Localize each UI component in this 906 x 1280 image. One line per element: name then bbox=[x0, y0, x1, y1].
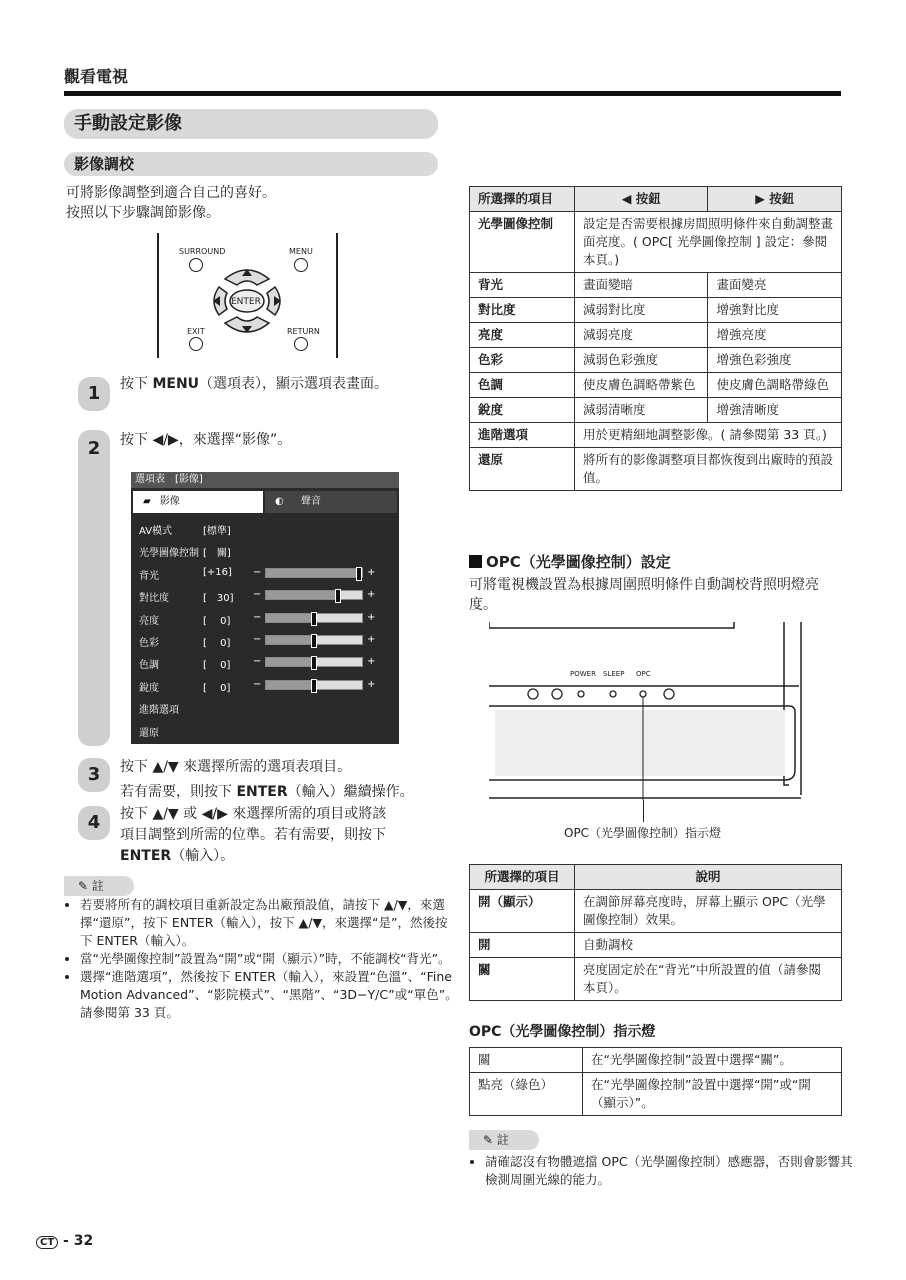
plus-icon: + bbox=[367, 678, 376, 690]
menu-item[interactable]: 背光 bbox=[139, 570, 159, 582]
menu-item-value: [ 關] bbox=[203, 548, 231, 560]
adjustment-table bbox=[469, 186, 842, 491]
table-header: 所選擇的項目 bbox=[470, 865, 575, 890]
slider-fill bbox=[266, 658, 314, 666]
opc-table bbox=[469, 864, 842, 1001]
table-row bbox=[470, 933, 842, 958]
intro-text bbox=[66, 183, 276, 223]
note-item: • 選擇“進階選項”，然後按下 ENTER（輸入），來設置“色溫”、“Fine Motion Advanced”、“影院模式”、“黑階”、“3D−Y/C”或“單色”。請參閱第 33 頁。 bbox=[80, 968, 458, 1022]
table-cell: 在調節屏幕亮度時，屏幕上顯示 OPC（光學圖像控制）效果。 bbox=[575, 890, 842, 933]
menu-screen bbox=[131, 472, 399, 744]
table-row bbox=[470, 1073, 842, 1116]
pencil-icon: ✎ bbox=[78, 879, 89, 893]
step-line bbox=[120, 782, 414, 803]
table-cell: 減弱對比度 bbox=[575, 298, 708, 323]
step-line bbox=[120, 846, 440, 867]
level-slider[interactable] bbox=[265, 657, 363, 667]
exit-label: EXIT bbox=[187, 327, 205, 336]
menu-item[interactable]: 色彩 bbox=[139, 638, 159, 649]
table-cell: 在“光學圖像控制”設置中選擇“關”。 bbox=[583, 1048, 842, 1073]
page-footer bbox=[36, 1233, 93, 1249]
table-row bbox=[470, 423, 842, 448]
table-header: 所選擇的項目 bbox=[470, 187, 575, 212]
remote-illustration bbox=[157, 233, 338, 358]
slider-knob[interactable] bbox=[311, 612, 317, 626]
minus-icon: − bbox=[253, 566, 262, 578]
plus-icon: + bbox=[367, 634, 376, 645]
sleep-label: SLEEP bbox=[603, 670, 625, 678]
table-header: ▶ 按鈕 bbox=[708, 187, 842, 212]
table-cell-item: 光學圖像控制 bbox=[470, 212, 575, 273]
plus-icon: + bbox=[367, 656, 376, 668]
table-cell: 畫面變亮 bbox=[708, 273, 842, 298]
step-key: ENTER bbox=[236, 784, 288, 800]
table-cell-item: 關 bbox=[470, 958, 575, 1001]
table-row bbox=[470, 298, 842, 323]
level-slider[interactable] bbox=[265, 613, 363, 623]
step-marker bbox=[78, 806, 110, 840]
table-header: ◀ 按鈕 bbox=[575, 187, 708, 212]
slider-knob[interactable] bbox=[335, 589, 341, 603]
note-item: • 當“光學圖像控制”設置為“開”或“開（顯示）”時，不能調校“背光”。 bbox=[80, 950, 458, 968]
step-number: 4 bbox=[87, 812, 101, 833]
menu-item[interactable]: 銳度 bbox=[139, 682, 159, 694]
step-key: ENTER bbox=[120, 848, 172, 864]
level-slider[interactable] bbox=[265, 568, 363, 578]
opc-description: 可將電視機設置為根據周圍照明條件自動調校背照明燈亮度。 bbox=[469, 577, 819, 613]
slider-knob[interactable] bbox=[311, 679, 317, 693]
language-badge: CT bbox=[36, 1236, 58, 1249]
slider-knob[interactable] bbox=[311, 656, 317, 670]
step-line: 項目調整到所需的位準。若有需要，則按下 bbox=[120, 827, 386, 843]
note-tag bbox=[64, 876, 134, 896]
step-text-part: （輸入）。 bbox=[171, 848, 235, 864]
minus-icon: − bbox=[253, 678, 262, 690]
table-cell-item: 銳度 bbox=[470, 398, 575, 423]
top-rule bbox=[64, 91, 841, 96]
section-heading: 觀看電視 bbox=[64, 67, 129, 86]
menu-item[interactable]: 進階選項 bbox=[139, 705, 179, 717]
minus-icon: − bbox=[253, 634, 262, 645]
table-cell-item: 進階選項 bbox=[470, 423, 575, 448]
indicator-table bbox=[469, 1047, 842, 1116]
pencil-icon: ✎ bbox=[483, 1133, 494, 1147]
table-cell-item: 開 bbox=[470, 933, 575, 958]
page-number: 32 bbox=[73, 1233, 94, 1249]
picture-icon: ▰ bbox=[143, 496, 151, 507]
menu-item[interactable]: 色調 bbox=[139, 660, 159, 672]
plus-icon: + bbox=[367, 566, 376, 578]
step-text-part: （輸入）繼續操作。 bbox=[287, 784, 414, 800]
note-label: 註 bbox=[496, 1133, 509, 1147]
step-marker bbox=[78, 758, 110, 792]
table-header: 說明 bbox=[575, 865, 842, 890]
table-row bbox=[470, 890, 842, 933]
menu-item-value: [ 0] bbox=[203, 638, 231, 649]
level-slider[interactable] bbox=[265, 635, 363, 645]
tv-panel-illustration bbox=[489, 620, 809, 800]
menu-label: MENU bbox=[289, 247, 313, 256]
table-cell: 減弱清晰度 bbox=[575, 398, 708, 423]
table-cell-item: 關 bbox=[470, 1048, 583, 1073]
table-row bbox=[470, 448, 842, 491]
return-button-icon bbox=[294, 337, 308, 351]
exit-button-icon bbox=[189, 337, 203, 351]
step-text-part: 若有需要，則按下 bbox=[120, 784, 237, 800]
table-cell: 增強清晰度 bbox=[708, 398, 842, 423]
notes-left bbox=[64, 896, 458, 1022]
table-cell-item: 對比度 bbox=[470, 298, 575, 323]
tab-sound[interactable] bbox=[265, 491, 397, 513]
table-cell-item: 開（顯示） bbox=[470, 890, 575, 933]
plus-icon: + bbox=[367, 611, 376, 623]
enter-label: ENTER bbox=[231, 297, 261, 307]
plus-icon: + bbox=[367, 589, 376, 601]
table-cell: 用於更精細地調整影像。( 請參閱第 33 頁。) bbox=[575, 423, 842, 448]
menu-item[interactable]: 光學圖像控制 bbox=[139, 548, 199, 560]
step-marker bbox=[78, 430, 110, 746]
opc-heading-text: OPC（光學圖像控制）設定 bbox=[486, 553, 671, 571]
table-row bbox=[470, 212, 842, 273]
level-slider[interactable] bbox=[265, 680, 363, 690]
table-cell-item: 色彩 bbox=[470, 348, 575, 373]
table-cell-item: 還原 bbox=[470, 448, 575, 491]
menu-item[interactable]: 亮度 bbox=[139, 615, 159, 627]
table-cell: 減弱色彩強度 bbox=[575, 348, 708, 373]
table-header-row bbox=[470, 187, 842, 212]
opc-heading bbox=[469, 551, 671, 572]
note-item: • 若要將所有的調校項目重新設定為出廠預設值，請按下 ▲/▼，來選擇“還原”，按下 ENTER（輸入），按下 ▲/▼，來選擇“是”，然後按下 ENTER（輸入）。 bbox=[80, 896, 458, 950]
table-cell: 在“光學圖像控制”設置中選擇“開”或“開（顯示）”。 bbox=[583, 1073, 842, 1116]
step-marker bbox=[78, 377, 110, 411]
dash: - bbox=[63, 1233, 69, 1249]
step-text-part: （選項表），顯示選項表畫面。 bbox=[199, 376, 389, 392]
table-row bbox=[470, 348, 842, 373]
table-cell: 亮度固定於在“背光”中所設置的值（請參閱本頁）。 bbox=[575, 958, 842, 1001]
table-row bbox=[470, 373, 842, 398]
menu-item[interactable]: AV模式 bbox=[139, 526, 173, 537]
table-cell: 增強對比度 bbox=[708, 298, 842, 323]
slider-fill bbox=[266, 681, 314, 689]
step-number: 1 bbox=[87, 383, 101, 404]
step-number: 3 bbox=[87, 764, 101, 785]
step-1-text bbox=[120, 374, 388, 395]
menu-item-value: [ 0] bbox=[203, 660, 231, 672]
table-cell: 使皮膚色調略帶綠色 bbox=[708, 373, 842, 398]
step-line: 按下 ▲/▼ 來選擇所需的選項表項目。 bbox=[120, 759, 352, 775]
step-4-text bbox=[120, 804, 440, 867]
table-row bbox=[470, 273, 842, 298]
surround-label: SURROUND bbox=[179, 247, 226, 256]
table-cell: 增強色彩強度 bbox=[708, 348, 842, 373]
minus-icon: − bbox=[253, 589, 262, 601]
sub-title: 影像調校 bbox=[64, 152, 438, 176]
table-cell: 增強亮度 bbox=[708, 323, 842, 348]
menu-item-value: [ 0] bbox=[203, 682, 231, 694]
tab-label: 影像 bbox=[159, 496, 180, 507]
page-title: 手動設定影像 bbox=[64, 109, 438, 139]
step-3-text bbox=[120, 757, 414, 803]
note-item: • 請確認沒有物體遮擋 OPC（光學圖像控制）感應器，否則會影響其檢測周圍光線的能力。 bbox=[485, 1153, 859, 1189]
table-row bbox=[470, 1048, 842, 1073]
table-cell: 使皮膚色調略帶紫色 bbox=[575, 373, 708, 398]
menu-item-value: [ 0] bbox=[203, 615, 231, 627]
notes-right bbox=[469, 1153, 859, 1189]
slider-knob[interactable] bbox=[311, 634, 317, 648]
table-cell: 自動調校 bbox=[575, 933, 842, 958]
table-header-row bbox=[470, 865, 842, 890]
table-cell-item: 亮度 bbox=[470, 323, 575, 348]
menu-item-value: [ 30] bbox=[203, 593, 234, 605]
slider-fill bbox=[266, 636, 314, 644]
opc-label: OPC bbox=[636, 670, 651, 678]
table-cell: 減弱亮度 bbox=[575, 323, 708, 348]
speaker-icon: ◐ bbox=[275, 496, 284, 507]
slider-fill bbox=[266, 591, 338, 599]
tab-label: 聲音 bbox=[300, 496, 321, 507]
return-label: RETURN bbox=[287, 327, 320, 336]
table-row bbox=[470, 398, 842, 423]
table-cell: 畫面變暗 bbox=[575, 273, 708, 298]
step-line: 按下 ▲/▼ 或 ◀/▶ 來選擇所需的項目或將該 bbox=[120, 806, 387, 822]
table-cell-item: 點亮（綠色） bbox=[470, 1073, 583, 1116]
step-2-text: 按下 ◀/▶，來選擇“影像”。 bbox=[120, 432, 292, 448]
intro-line: 按照以下步驟調節影像。 bbox=[66, 205, 220, 221]
slider-fill bbox=[266, 569, 359, 577]
table-cell: 將所有的影像調整項目都恢復到出廠時的預設值。 bbox=[575, 448, 842, 491]
menu-item-value: [標準] bbox=[203, 526, 231, 537]
table-cell: 設定是否需要根據房間照明條件來自動調整畫面亮度。( OPC[ 光學圖像控制 ] 設定：參閱本頁。) bbox=[575, 212, 842, 273]
step-number: 2 bbox=[87, 438, 101, 459]
table-cell-item: 背光 bbox=[470, 273, 575, 298]
minus-icon: − bbox=[253, 611, 262, 623]
intro-line: 可將影像調整到適合自己的喜好。 bbox=[66, 185, 276, 201]
slider-knob[interactable] bbox=[356, 567, 362, 581]
power-label: POWER bbox=[570, 670, 596, 678]
step-text-part: 按下 bbox=[120, 376, 153, 392]
tab-picture[interactable] bbox=[133, 491, 263, 513]
step-key: MENU bbox=[152, 376, 200, 392]
square-bullet-icon bbox=[469, 555, 482, 568]
table-cell-item: 色調 bbox=[470, 373, 575, 398]
table-row bbox=[470, 958, 842, 1001]
opc-caption: OPC（光學圖像控制）指示燈 bbox=[564, 826, 722, 840]
note-label: 註 bbox=[91, 879, 104, 893]
minus-icon: − bbox=[253, 656, 262, 668]
slider-fill bbox=[266, 614, 314, 622]
menu-item[interactable]: 還原 bbox=[139, 727, 159, 739]
note-tag bbox=[469, 1130, 539, 1150]
menu-item-value: [+16] bbox=[203, 566, 232, 578]
indicator-heading: OPC（光學圖像控制）指示燈 bbox=[469, 1024, 656, 1040]
menu-title: 選項表 [影像] bbox=[131, 472, 399, 488]
level-slider[interactable] bbox=[265, 590, 363, 600]
table-row bbox=[470, 323, 842, 348]
callout-line bbox=[643, 800, 644, 822]
menu-item[interactable]: 對比度 bbox=[139, 593, 169, 605]
